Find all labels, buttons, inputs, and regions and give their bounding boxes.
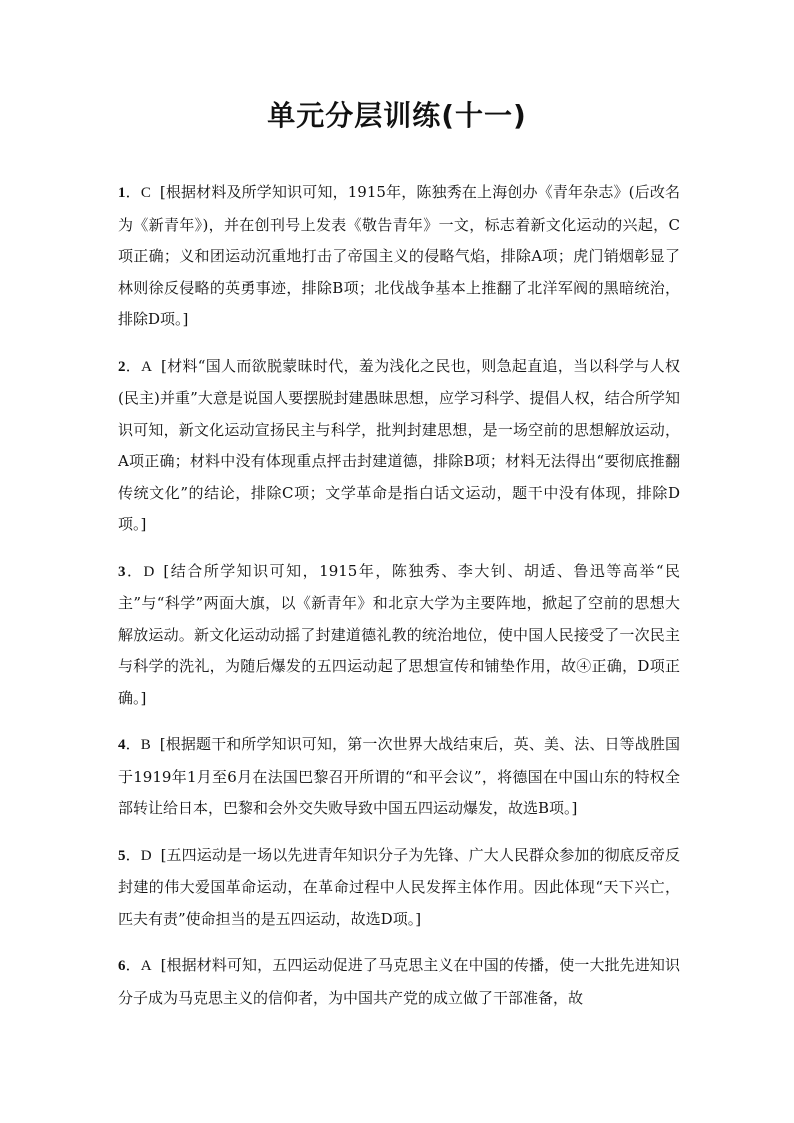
answer-choice: A xyxy=(141,358,152,375)
answer-item-4: 4．B [根据题干和所学知识可知，第一次世界大战结束后，英、美、法、日等战胜国于1919年1月至6月在法国巴黎召开所谓的“和平会议”，将德国在中国山东的特权全部转让给日本，巴黎和会外交失败导致中国五四运动爆发，故选B项。] xyxy=(118,735,680,817)
answer-explanation: [根据材料及所学知识可知，1915年，陈独秀在上海创办《青年杂志》(后改名为《新青年》)，并在创刊号上发表《敬告青年》一文，标志着新文化运动的兴起，C项正确；义和团运动沉重地打击了帝国主义的侵略气焰，排除A项；虎门销烟彰显了林则徐反侵略的英勇事迹，排除B项；北伐战争基本上推翻了北洋军阀的黑暗统治，排除D项。] xyxy=(118,183,680,328)
answer-list xyxy=(118,162,680,1025)
answer-number: 5 xyxy=(118,847,126,864)
answer-number: 1 xyxy=(118,185,126,201)
answer-number: 3 xyxy=(118,563,126,580)
answer-choice: B xyxy=(140,737,151,753)
answer-choice: A xyxy=(140,958,152,974)
answer-item-6: 6．A [根据材料可知，五四运动促进了马克思主义在中国的传播，使一大批先进知识分子成为马克思主义的信仰者，为中国共产党的成立做了干部准备，故 xyxy=(118,956,680,1007)
answer-item-5: 5．D [五四运动是一场以先进青年知识分子为先锋、广大人民群众参加的彻底反帝反封建的伟大爱国革命运动，在革命过程中人民发挥主体作用。因此体现“天下兴亡，匹夫有责”使命担当的是五四运动，故选D项。] xyxy=(118,845,680,928)
answer-explanation: [材料“国人而欲脱蒙昧时代，羞为浅化之民也，则急起直追，当以科学与人权(民主)并重”大意是说国人要摆脱封建愚昧思想，应学习科学、提倡人权，结合所学知识可知，新文化运动宣扬民主与科学，批判封建思想，是一场空前的思想解放运动，A项正确；材料中没有体现重点抨击封建道德，排除B项；材料无法得出“要彻底推翻传统文化”的结论，排除C项；文学革命是指白话文运动，题干中没有体现，排除D项。] xyxy=(118,356,680,533)
answer-explanation: [根据题干和所学知识可知，第一次世界大战结束后，英、美、法、日等战胜国于1919年1月至6月在法国巴黎召开所谓的“和平会议”，将德国在中国山东的特权全部转让给日本，巴黎和会外交失败导致中国五四运动爆发，故选B项。] xyxy=(118,735,680,817)
answer-choice: D xyxy=(140,847,152,864)
answer-explanation: [根据材料可知，五四运动促进了马克思主义在中国的传播，使一大批先进知识分子成为马克思主义的信仰者，为中国共产党的成立做了干部准备，故 xyxy=(118,956,680,1007)
answer-number: 4 xyxy=(118,737,126,753)
answer-number: 2 xyxy=(118,358,126,375)
answer-item-2: 2．A [材料“国人而欲脱蒙昧时代，羞为浅化之民也，则急起直追，当以科学与人权(民主)并重”大意是说国人要摆脱封建愚昧思想，应学习科学、提倡人权，结合所学知识可知，新文化运动宣扬民主与科学，批判封建思想，是一场空前的思想解放运动，A项正确；材料中没有体现重点抨击封建道德，排除B项；材料无法得出“要彻底推翻传统文化”的结论，排除C项；文学革命是指白话文运动，题干中没有体现，排除D项。] xyxy=(118,356,680,533)
answer-item-3: 3．D [结合所学知识可知，1915年，陈独秀、李大钊、胡适、鲁迅等高举“民主”与“科学”两面大旗，以《新青年》和北京大学为主要阵地，掀起了空前的思想大解放运动。新文化运动动摇了封建道德礼教的统治地位，使中国人民接受了一次民主与科学的洗礼，为随后爆发的五四运动起了思想宣传和铺垫作用，故④正确，D项正确。] xyxy=(118,561,680,707)
answer-number: 6 xyxy=(118,958,126,974)
answer-explanation: [五四运动是一场以先进青年知识分子为先锋、广大人民群众参加的彻底反帝反封建的伟大爱国革命运动，在革命过程中人民发挥主体作用。因此体现“天下兴亡，匹夫有责”使命担当的是五四运动，故选D项。] xyxy=(118,845,680,928)
answer-choice: D xyxy=(143,563,155,580)
answer-explanation: [结合所学知识可知，1915年，陈独秀、李大钊、胡适、鲁迅等高举“民主”与“科学”两面大旗，以《新青年》和北京大学为主要阵地，掀起了空前的思想大解放运动。新文化运动动摇了封建道德礼教的统治地位，使中国人民接受了一次民主与科学的洗礼，为随后爆发的五四运动起了思想宣传和铺垫作用，故④正确，D项正确。] xyxy=(118,561,680,707)
page-title: 单元分层训练(十一) xyxy=(267,99,527,132)
answer-choice: C xyxy=(140,185,151,201)
answer-item-1: 1．C [根据材料及所学知识可知，1915年，陈独秀在上海创办《青年杂志》(后改名为《新青年》)，并在创刊号上发表《敬告青年》一文，标志着新文化运动的兴起，C项正确；义和团运动沉重地打击了帝国主义的侵略气焰，排除A项；虎门销烟彰显了林则徐反侵略的英勇事迹，排除B项；北伐战争基本上推翻了北洋军阀的黑暗统治，排除D项。] xyxy=(118,183,680,328)
